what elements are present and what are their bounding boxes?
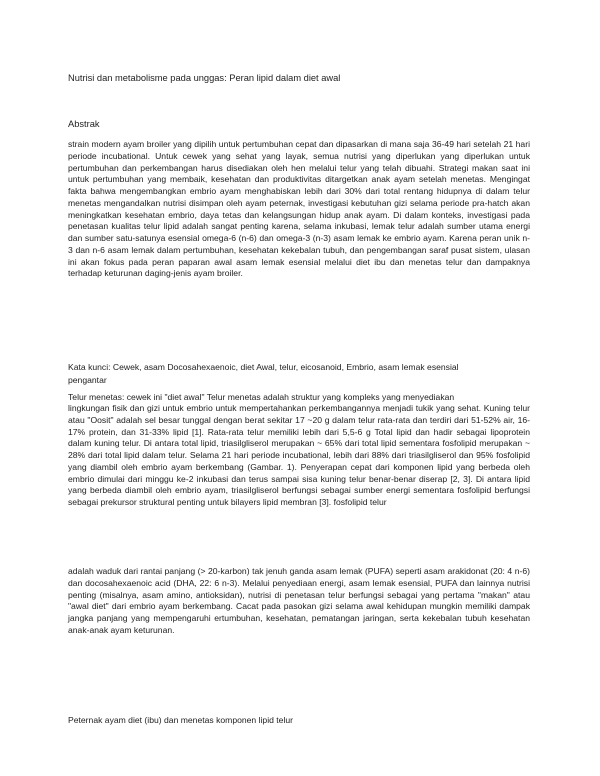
document-title: Nutrisi dan metabolisme pada unggas: Peran lipid dalam diet awal <box>68 73 341 83</box>
section-subheading: Peternak ayam diet (ibu) dan menetas komponen lipid telur <box>68 715 293 725</box>
intro-heading: pengantar <box>68 375 107 385</box>
keywords-line: Kata kunci: Cewek, asam Docosahexaenoic, diet Awal, telur, eicosanoid, Embrio, asam lemak esensial <box>68 362 459 372</box>
abstract-paragraph: strain modern ayam broiler yang dipilih untuk pertumbuhan cepat dan dipasarkan di mana saja 36-49 hari setelah 21 hari periode incubational. Untuk cewek yang sehat yang layak, semua nutrisi yang diperlukan yang diperlukan untuk pertumbuhan dan perkembangan harus disediakan oleh hen melalui telur yang telah dibuahi. Strategi makan saat ini untuk pertumbuhan yang membaik, kesehatan dan produktivitas ditargetkan anak ayam setelah menetas. Mengingat fakta bahwa mengembangkan embrio ayam menghabiskan lebih dari 30% dari total rentang hidupnya di dalam telur menetas mengandalkan nutrisi disimpan oleh ayam peternak, investigasi kebutuhan gizi selama periode pra-hatch akan meningkatkan kesehatan embrio, daya tetas dan kelangsungan hidup anak ayam. Di dalam konteks, investigasi pada penetasan kualitas telur lipid adalah sangat penting karena, selama inkubasi, lemak telur adalah sumber utama energi dan sumber satu-satunya esensial omega-6 (n-6) dan omega-3 (n-3) asam lemak ke embrio ayam. Karena peran unik n-3 dan n-6 asam lemak dalam pertumbuhan, kesehatan kekebalan tubuh, dan pengembangan saraf pusat sistem, ulasan ini akan fokus pada peran paparan awal asam lemak esensial melalui diet ibu dan menetas telur dan dampaknya terhadap keturunan daging-jenis ayam broiler. <box>68 139 530 279</box>
body-paragraph-1: lingkungan fisik dan gizi untuk embrio untuk mempertahankan perkembangannya menjadi tukik yang sehat. Kuning telur atau "Oosit" adalah sel besar tunggal dengan berat sekitar 17 ~20 g dalam telur rata-rata dan terdiri dari 51-52% air, 16-17% protein, dan 31-33% lipid [1]. Rata-rata telur memiliki lebih dari 5,5-6 g Total lipid dan hadir sebagai lipoprotein dalam kuning telur. Di antara total lipid, triasilgliserol merupakan ~ 65% dari total lipid sementara fosfolipid merupakan ~ 28% dari total lipid dalam telur. Selama 21 hari periode incubational, lebih dari 88% dari triasilgliserol dan 95% fosfolipid yang diambil oleh embrio ayam berkembang (Gambar. 1). Penyerapan cepat dari komponen lipid yang berbeda oleh embrio dimulai dari minggu ke-2 inkubasi dan terus sampai sisa kuning telur benar-benar diserap [2, 3]. Di antara lipid yang berbeda diambil oleh embrio ayam, triasilgliserol berfungsi sebagai sumber energi sementara fosfolipid berfungsi sebagai prekursor struktural penting untuk bilayers lipid membran [3]. fosfolipid telur <box>68 403 530 507</box>
intro-first-line: Telur menetas: cewek ini "diet awal" Telur menetas adalah struktur yang kompleks yang menyediakan <box>68 392 455 402</box>
body-paragraph-2: adalah waduk dari rantai panjang (> 20-karbon) tak jenuh ganda asam lemak (PUFA) seperti asam arakidonat (20: 4 n-6) dan docosahexaenoic acid (DHA, 22: 6 n-3). Melalui penyediaan energi, asam lemak esensial, PUFA dan lainnya nutrisi penting (misalnya, asam amino, antioksidan), nutrisi di penetasan telur berfungsi sebagai yang pertama "makan" atau "awal diet" dari embrio ayam berkembang. Cacat pada pasokan gizi selama awal kehidupan mungkin memiliki dampak jangka panjang yang mempengaruhi ertumbuhan, kesehatan, pematangan jaringan, serta kekebalan tubuh kesehatan anak-anak ayam keturunan. <box>68 566 530 635</box>
abstract-heading: Abstrak <box>68 119 100 129</box>
